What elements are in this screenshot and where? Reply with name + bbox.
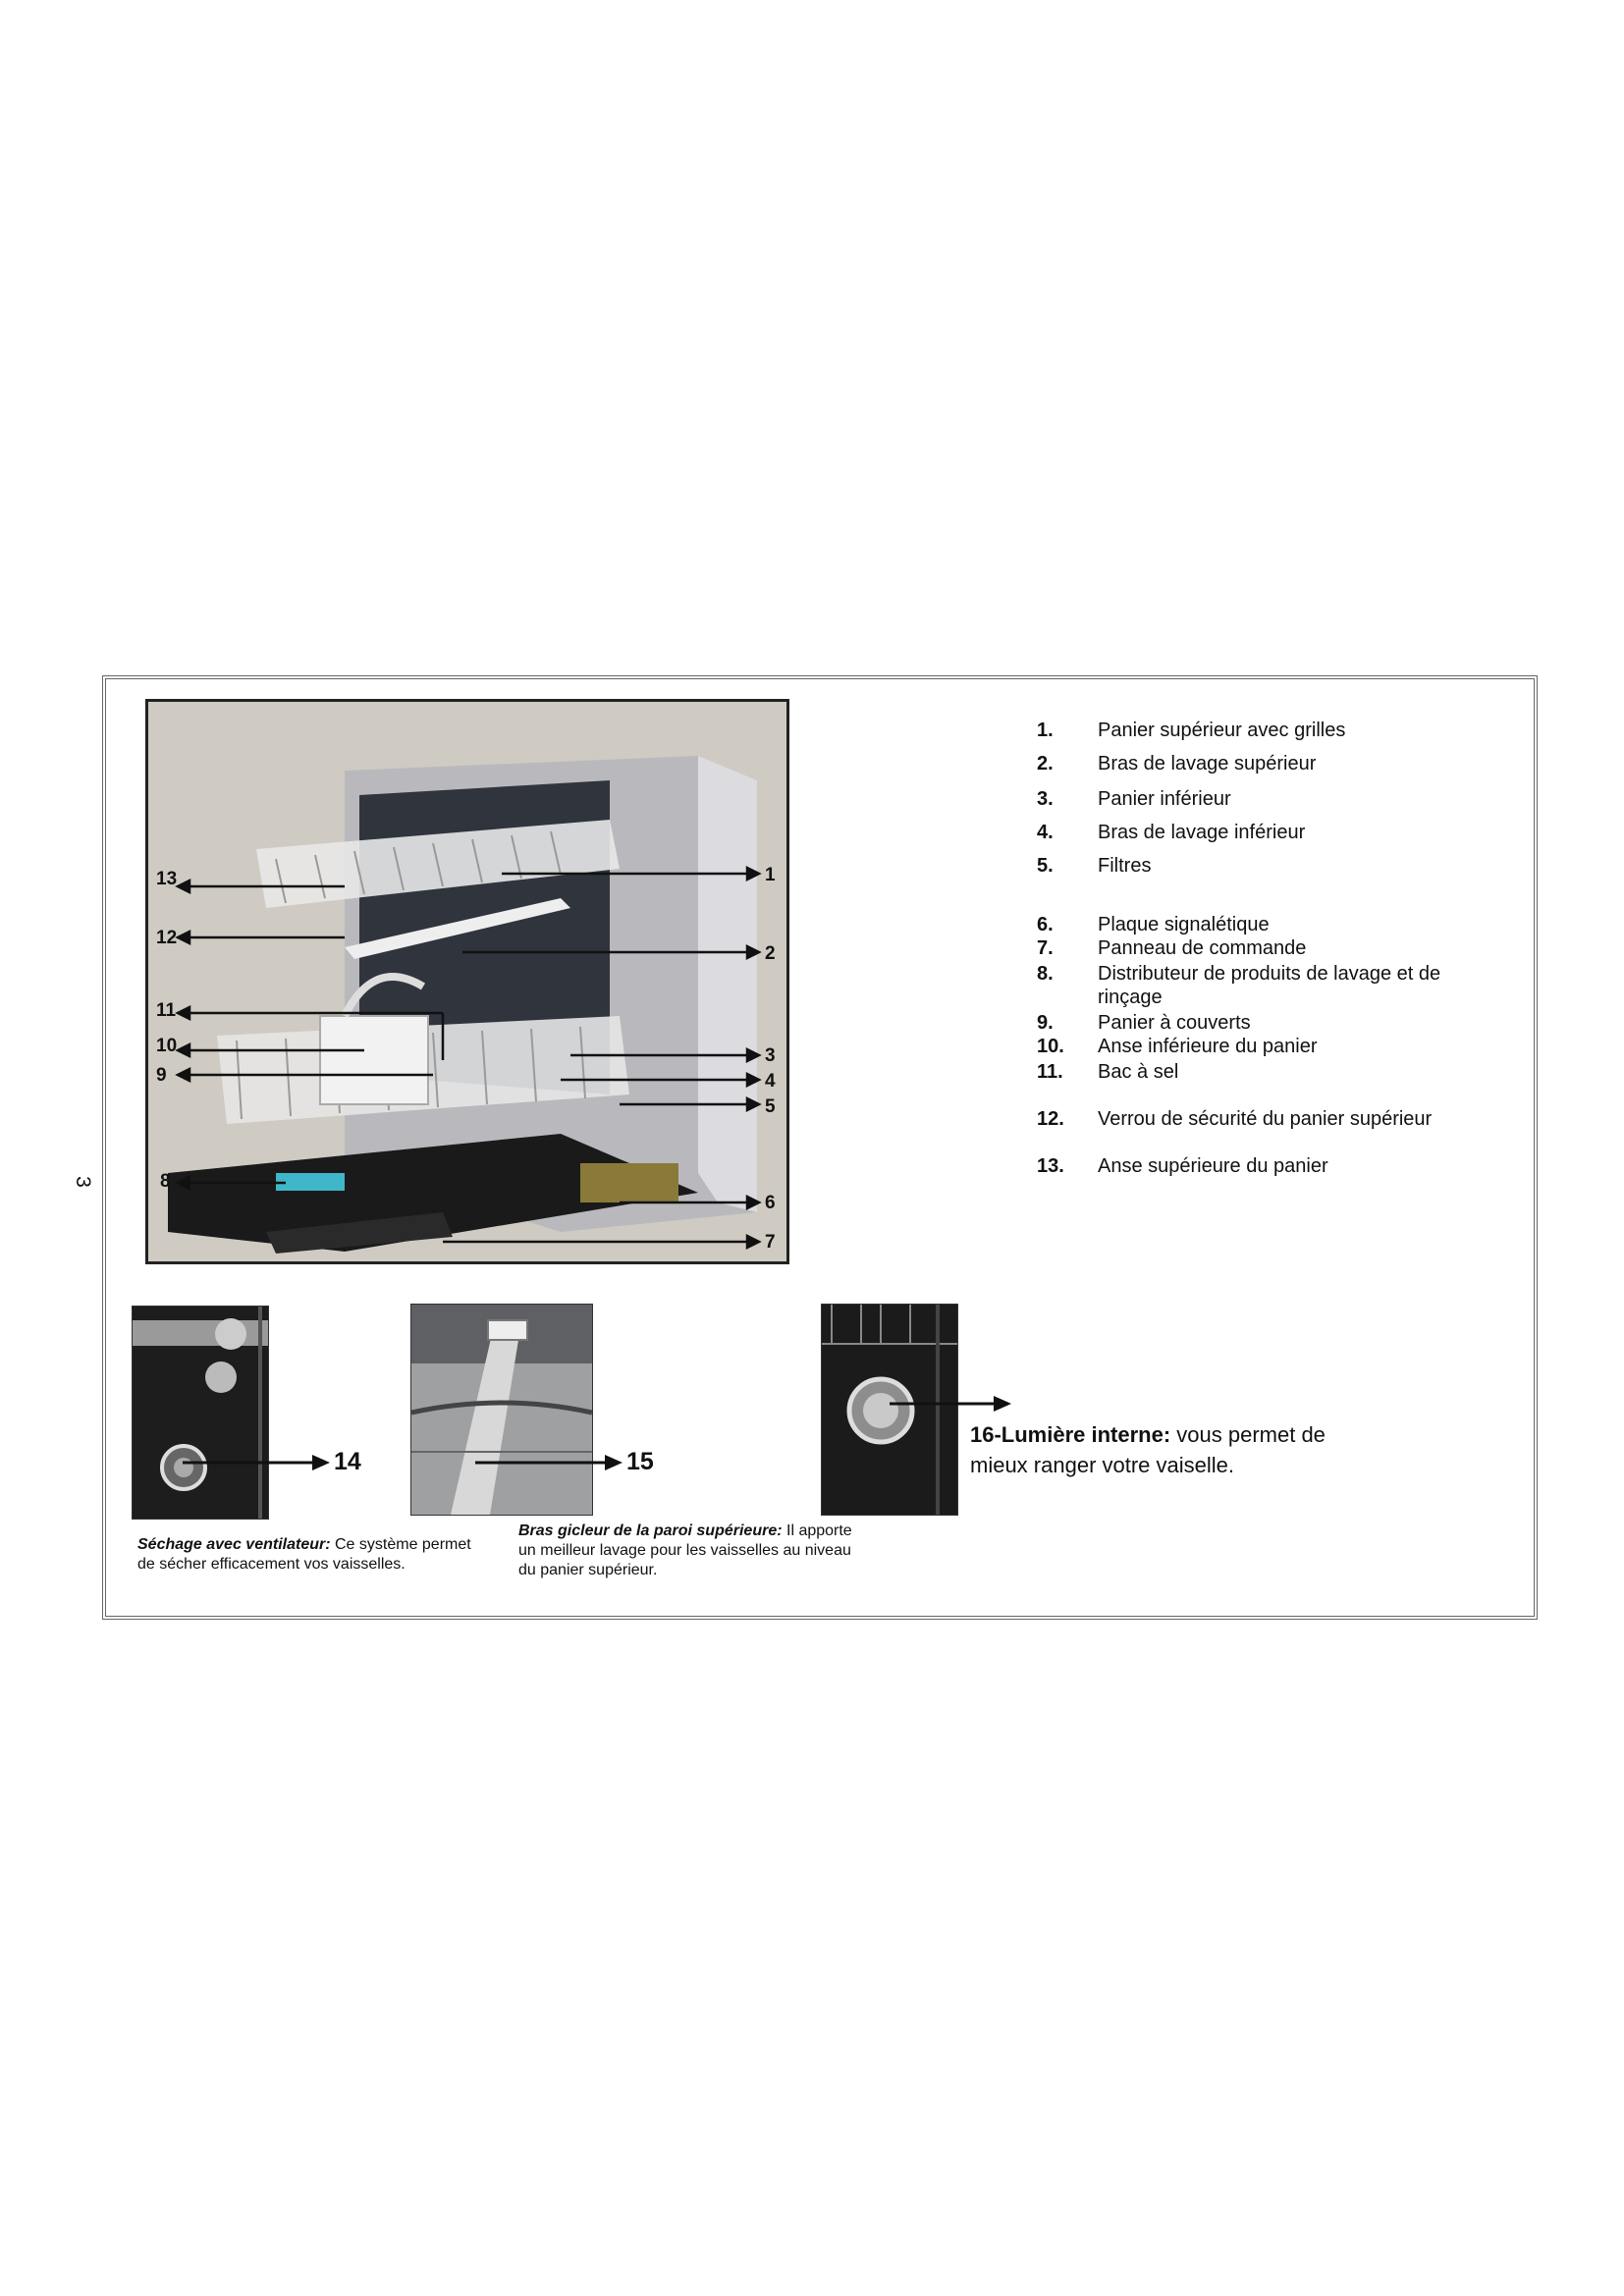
caption-14 bbox=[137, 1535, 471, 1575]
arrow-14 bbox=[183, 1453, 330, 1472]
caption-16 bbox=[970, 1419, 1382, 1480]
caption-16-text: vous permet de mieux ranger votre vaiselle. bbox=[970, 1422, 1326, 1477]
fan-drying-photo bbox=[132, 1306, 269, 1520]
page-number: 3 bbox=[72, 1176, 94, 1188]
callout-8: 8 bbox=[160, 1171, 171, 1192]
dishwasher-drawing bbox=[148, 702, 786, 1261]
caption-15-title: Bras gicleur de la paroi supérieure: bbox=[518, 1522, 783, 1539]
callout-1: 1 bbox=[765, 865, 776, 885]
arrow-15 bbox=[475, 1453, 623, 1472]
callout-12: 12 bbox=[156, 928, 178, 948]
callout-6: 6 bbox=[765, 1193, 776, 1213]
callout-13: 13 bbox=[156, 869, 178, 889]
callout-4: 4 bbox=[765, 1071, 776, 1092]
callout-7: 7 bbox=[765, 1232, 776, 1253]
content-frame: 13 12 11 10 9 8 1 2 3 4 5 6 7 1. Panier supérieur avec grilles 2. Bras de lavage supérieur 3. Panier inférieur 4. Bras de lavage inférieur 5. Filtres 6. Plaque signalétique 7. Panneau de commande 8. Distributeur de produits de lavage et de rinçage 9. Panier à couverts 10. Anse inférieure du panier 11. Bac à sel 12. Verrou de sécurité du panier supérieur 13. Anse supérieure du panier 14 Séchage avec ventilateur: Ce système permet de sécher efficacement vos vaisselles. 15 Bras gicleur de la paroi supérieure: Il apporte un meilleur lavage pour les vaisselles au niveau du panier supérieur. 16-Lumière interne: vous permet de mieux ranger votre vaiselle. bbox=[102, 675, 1538, 1620]
caption-14-title: Séchage avec ventilateur: bbox=[137, 1536, 331, 1553]
upper-spray-arm-drawing bbox=[411, 1305, 592, 1515]
upper-spray-arm-photo bbox=[410, 1304, 593, 1516]
callout-5: 5 bbox=[765, 1096, 776, 1117]
caption-15 bbox=[518, 1522, 852, 1580]
callout-3: 3 bbox=[765, 1045, 776, 1066]
caption-14-text: Ce système permet de sécher efficacement vos vaisselles. bbox=[137, 1536, 471, 1573]
callout-9: 9 bbox=[156, 1065, 167, 1086]
label-15: 15 bbox=[626, 1448, 654, 1475]
caption-16-title: 16-Lumière interne: bbox=[970, 1422, 1171, 1447]
callout-2: 2 bbox=[765, 943, 776, 964]
fan-drying-drawing bbox=[133, 1307, 268, 1519]
caption-15-text: Il apporte un meilleur lavage pour les vaisselles au niveau du panier supérieur. bbox=[518, 1522, 852, 1578]
callout-11: 11 bbox=[156, 1000, 177, 1021]
callout-10: 10 bbox=[156, 1036, 178, 1056]
arrow-16 bbox=[890, 1394, 1013, 1414]
label-14: 14 bbox=[334, 1448, 361, 1475]
dishwasher-illustration bbox=[145, 699, 789, 1264]
